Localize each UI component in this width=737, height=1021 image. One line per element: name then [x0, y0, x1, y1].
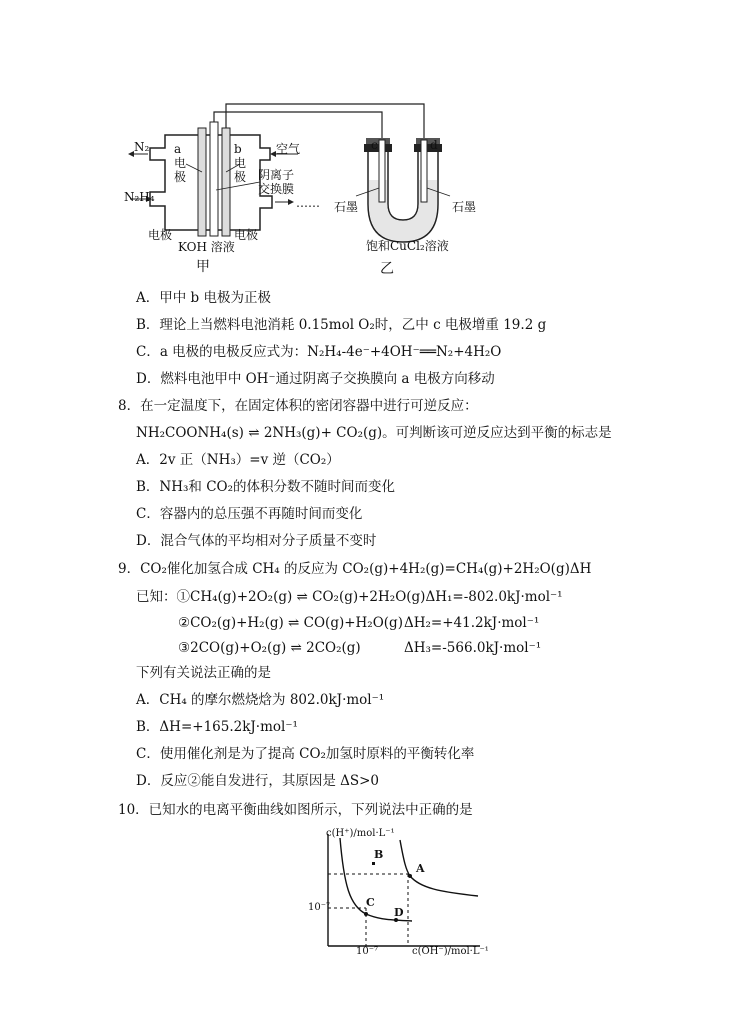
q9-option-c: C．使用催化剂是为了提高 CO₂加氢时原料的平衡转化率 — [136, 746, 475, 762]
y-tick-label: 10⁻⁷ — [308, 902, 331, 913]
q9-option-b: B．ΔH=+165.2kJ·mol⁻¹ — [136, 719, 298, 735]
q10-stem: 10．已知水的电离平衡曲线如图所示，下列说法中正确的是 — [118, 802, 473, 818]
ionization-curve-figure — [300, 826, 490, 962]
q9-option-d: D．反应②能自发进行，其原因是 ΔS>0 — [136, 773, 380, 789]
figure-jia-label: 甲 — [196, 259, 210, 275]
q9-ask: 下列有关说法正确的是 — [136, 665, 271, 681]
q9-known-2: ②CO₂(g)+H₂(g) ⇌ CO(g)+H₂O(g) — [178, 615, 403, 631]
electrode-right-label: 电极 — [234, 228, 259, 242]
q8-option-c: C．容器内的总压强不再随时间而变化 — [136, 506, 363, 522]
q8-option-d: D．混合气体的平均相对分子质量不变时 — [136, 533, 377, 549]
q8-stem-2: NH₂COONH₄(s) ⇌ 2NH₃(g)+ CO₂(g)。可判断该可逆反应达到平衡的标志是 — [136, 425, 612, 441]
q7-option-a: A．甲中 b 电极为正极 — [136, 290, 271, 306]
point-b — [372, 862, 375, 865]
q9-known-3-dh: ΔH₃=-566.0kJ·mol⁻¹ — [404, 640, 542, 656]
q8-option-b: B．NH₃和 CO₂的体积分数不随时间而变化 — [136, 479, 396, 495]
q9-known-1: 已知：①CH₄(g)+2O₂(g) ⇌ CO₂(g)+2H₂O(g)ΔH₁=-802.0kJ·mol⁻¹ — [136, 589, 563, 605]
n2-label: N₂ — [134, 140, 150, 154]
point-c — [364, 912, 368, 916]
q8-stem-1: 8．在一定温度下，在固定体积的密闭容器中进行可逆反应： — [118, 398, 478, 414]
a-electrode-label: a 电 极 — [174, 142, 187, 184]
q9-known-2-dh: ΔH₂=+41.2kJ·mol⁻¹ — [404, 615, 540, 631]
q9-known-3: ③2CO(g)+O₂(g) ⇌ 2CO₂(g) — [178, 640, 361, 656]
q7-option-c: C．a 电极的电极反应式为：N₂H₄-4e⁻+4OH⁻══N₂+4H₂O — [136, 344, 502, 360]
air-label: 空气 — [276, 142, 301, 156]
c-label: c — [371, 138, 378, 152]
n2h4-label: N₂H₄ — [124, 190, 155, 204]
label-b: B — [374, 848, 384, 861]
koh-label: KOH 溶液 — [178, 240, 235, 254]
solution-label: 饱和CuCl₂溶液 — [366, 239, 449, 253]
d-label: d — [430, 138, 438, 152]
y-axis-label: c(H⁺)/mol·L⁻¹ — [326, 828, 395, 839]
q8-option-a: A．2v 正（NH₃）=v 逆（CO₂） — [136, 452, 340, 468]
x-axis-label: c(OH⁻)/mol·L⁻¹ — [412, 946, 489, 957]
outlet-dots: …… — [296, 196, 320, 210]
figure-yi-label: 乙 — [380, 261, 394, 277]
graphite-right-label: 石墨 — [452, 200, 477, 214]
q7-option-b: B．理论上当燃料电池消耗 0.15mol O₂时，乙中 c 电极增重 19.2 g — [136, 317, 547, 333]
graphite-left-label: 石墨 — [334, 200, 359, 214]
label-c: C — [366, 896, 375, 909]
label-a: A — [416, 862, 425, 875]
label-d: D — [394, 906, 404, 919]
point-a — [408, 874, 412, 878]
q7-option-d: D．燃料电池甲中 OH⁻通过阴离子交换膜向 a 电极方向移动 — [136, 371, 495, 387]
b-electrode-label: b 电 极 — [234, 142, 247, 184]
x-tick-label: 10⁻⁷ — [356, 946, 379, 957]
electrode-left-label: 电极 — [148, 228, 173, 242]
q9-stem: 9．CO₂催化加氢合成 CH₄ 的反应为 CO₂(g)+4H₂(g)=CH₄(g)+2H₂O(g)ΔH — [118, 561, 592, 577]
q9-option-a: A．CH₄ 的摩尔燃烧焓为 802.0kJ·mol⁻¹ — [136, 692, 385, 708]
membrane-label: 阴离子 交换膜 — [258, 168, 295, 196]
